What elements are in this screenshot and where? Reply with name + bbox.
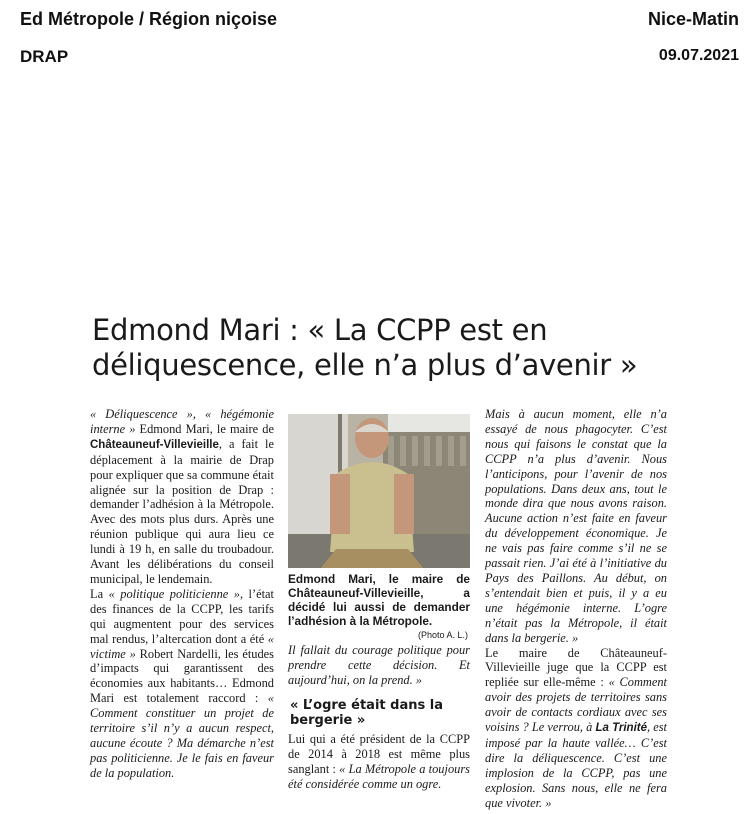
article-subhead: « L’ogre était dans la bergerie » <box>290 698 443 728</box>
paragraph-2 <box>90 587 274 781</box>
quote-term: « politique politicienne » <box>108 586 240 601</box>
photo-caption: Edmond Mari, le maire de Châteauneuf-Villevieille, a décidé lui aussi de demander l’adhésion à la Métropole. <box>288 572 470 628</box>
headline-line-2: déliquescence, elle n’a plus d’avenir » <box>92 348 638 382</box>
photo-illustration <box>288 414 470 568</box>
quote-term: « victime » <box>90 631 274 661</box>
text-run: Robert Nardelli, les études d’impacts qui garantissent des économies aux habitants… Edmond Mari est totalement raccord : <box>90 646 274 706</box>
paragraph-5 <box>485 646 667 811</box>
photo-credit: (Photo A. L.) <box>417 630 468 640</box>
article-column-1 <box>90 407 274 781</box>
paragraph-quote-end <box>288 643 470 688</box>
quote-terms: « Déliquescence », « hégémonie interne » <box>90 407 274 436</box>
paragraph-4 <box>485 407 667 646</box>
quote: « Comment constituer un projet de territoire s’il n’y a aucun respect, aucune écoute ? Ma démarche n’est pas politicienne. Je le fais en faveur de la population. <box>90 691 274 780</box>
article-headline <box>92 313 652 383</box>
headline-line-1: Edmond Mari : « La CCPP est en <box>92 313 548 347</box>
paragraph-1 <box>90 407 274 587</box>
quote: Il fallait du courage politique pour prendre cette décision. Et aujourd’hui, on la prend. » <box>288 643 470 687</box>
article-column-2 <box>288 643 470 688</box>
text-run: Edmond Mari, le maire de <box>135 421 274 436</box>
text-run: , a fait le déplacement à la mairie de Drap pour expliquer que sa commune était alignée sur la position de Drap : demander l’adhésion à la Métropole. Avec des mots plus durs. Après une réunion publique qui aura lieu ce lundi à 19 h, en salle du troubadour. Avant les délibérations du conseil municipal, le lendemain. <box>90 436 274 586</box>
quote: « La Métropole a toujours été considérée comme un ogre. <box>288 761 470 791</box>
newspaper-name: Nice-Matin <box>647 9 739 29</box>
article-photo <box>288 414 470 568</box>
place-name: Châteauneuf-Villevieille <box>90 438 219 451</box>
text-run: La <box>90 586 109 601</box>
paragraph-3 <box>288 732 470 792</box>
article-column-3 <box>485 407 667 810</box>
text-run: Le maire de Châteauneuf-Villevieille juge que la CCPP est repliée sur elle-même : <box>485 645 667 690</box>
text-run: Lui qui a été président de la CCPP de 2014 à 2018 est même plus sanglant : <box>288 732 470 776</box>
publication-date: 09.07.2021 <box>658 47 739 64</box>
place-name: La Trinité <box>595 722 647 735</box>
section-label: DRAP <box>20 47 69 66</box>
text-run: , l’état des finances de la CCPP, les tarifs qui augmentent pour des services mal rendus, l’altercation dont a été <box>90 586 274 646</box>
article-column-2-bottom <box>288 732 470 792</box>
quote: , est imposé par la haute vallée… C’est dire la déliquescence. C’est une implosion de la CCPP, pas une explosion. Sans nous, elle ne fera que vivoter. » <box>485 720 667 810</box>
quote: « Comment avoir des projets de territoires sans avoir de contacts cordiaux avec ses voisins ? Le verrou, à <box>485 675 667 735</box>
edition-label: Ed Métropole / Région niçoise <box>20 9 278 29</box>
quote: Mais à aucun moment, elle n’a essayé de nous phagocyter. C’est nous qui faisons le constat que la CCPP n’a plus d’avenir. Nous l’anticipons, pour l’avenir de nos populations. Dans deux ans, tout le monde dira que nous avons raison. Aucune action n’est faite en faveur du développement économique. Je ne vais pas faire comme s’il ne se passait rien. J’ai été à l’initiative du Pays des Paillons. Au début, on s’entendait bien et puis, il y a eu une hégémonie interne. L’ogre n’était pas la Métropole, il était dans la bergerie. » <box>485 407 667 645</box>
